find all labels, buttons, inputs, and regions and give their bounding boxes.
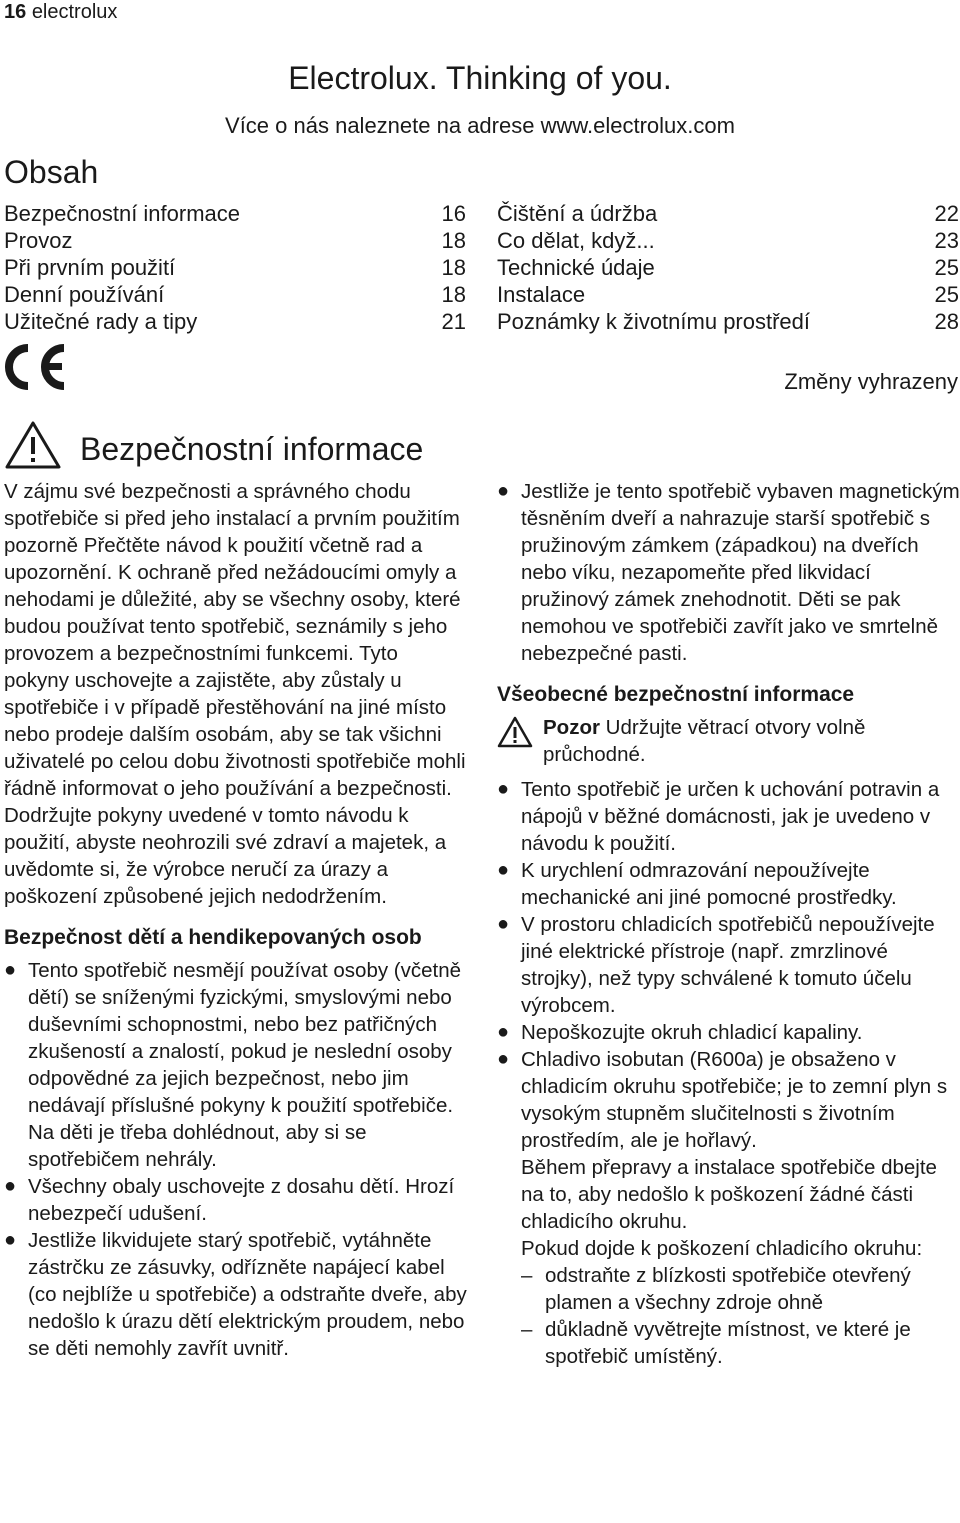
- toc-label: Bezpečnostní informace: [4, 201, 241, 226]
- list-item-text: Nepoškozujte okruh chladicí kapaliny.: [521, 1021, 863, 1044]
- toc-page: 18: [441, 228, 466, 253]
- list-item-text: K urychlení odmrazování nepoužívejte mechanické ani jiné pomocné prostředky.: [521, 859, 897, 909]
- bullet-icon: ●: [497, 778, 510, 800]
- toc-label: Poznámky k životnímu prostředí: [497, 309, 811, 334]
- list-item: [497, 478, 960, 667]
- toc-label: Provoz: [4, 228, 73, 253]
- toc-row[interactable]: [4, 308, 466, 335]
- caution-note: [497, 714, 960, 768]
- toc-page: 28: [934, 309, 959, 334]
- toc-page: 16: [441, 201, 466, 226]
- dash-marker: –: [521, 1318, 533, 1341]
- list-item: [497, 857, 960, 911]
- bullet-icon: ●: [497, 1021, 510, 1043]
- toc-row[interactable]: [4, 254, 466, 281]
- changes-note: Změny vyhrazeny: [784, 369, 958, 394]
- list-item-text: Na děti je třeba dohlédnout, aby si se spotřebičem nehrály.: [28, 1121, 367, 1171]
- list-item-text: Jestliže je tento spotřebič vybaven magnetickým těsněním dveří a nahrazuje starší spotřebič s pružinovým zámkem (západkou) na dveřích nebo víku, nezapomeňte před likvidací pružinový zámek znehodnotit. Děti se pak nemohou ve spotřebiči zavřít jako ve smrtelně nebezpečné pasti.: [521, 480, 960, 665]
- toc-row[interactable]: [4, 227, 466, 254]
- toc-label: Technické údaje: [497, 255, 655, 280]
- section-heading: Bezpečnostní informace: [80, 431, 424, 467]
- transport-note: Během přepravy a instalace spotřebiče dbejte na to, aby nedošlo k poškození žádné části chladicího okruhu.: [521, 1156, 937, 1233]
- toc-page: 21: [441, 309, 466, 334]
- list-item: [497, 911, 960, 1019]
- toc-label: Denní používání: [4, 282, 165, 307]
- toc-row[interactable]: [497, 227, 959, 254]
- bullet-icon: ●: [497, 1048, 510, 1070]
- page-header: [4, 0, 117, 24]
- toc-page: 23: [934, 228, 959, 253]
- toc-page: 25: [934, 282, 959, 307]
- list-item-text: V prostoru chladicích spotřebičů nepoužívejte jiné elektrické přístroje (např. zmrzlinové strojky), než typy schválené k tomuto účelu výrobcem.: [521, 913, 935, 1017]
- caution-label: Pozor: [543, 716, 600, 739]
- list-item: [497, 776, 960, 857]
- toc-row[interactable]: [497, 308, 959, 335]
- toc-row[interactable]: [497, 254, 959, 281]
- list-item: [4, 957, 468, 1173]
- intro-paragraph: V zájmu své bezpečnosti a správného chodu spotřebiče si před jeho instalací a prvním použitím pozorně Přečtěte návod k použití včetně rad a upozornění. K ochraně před nežádoucími omyly a nehodami je důležité, aby se všechny osoby, které budou používat tento spotřebič, seznámily s jeho provozem a bezpečnostními funkcemi. Tyto pokyny uschovejte a zajistěte, aby zůstaly u spotřebiče i v případě přestěhování na jiné místo nebo prodeje dalším osobám, aby se tak všichni uživatelé po celou dobu životnosti spotřebiče mohli řádně informovat o jeho používání a bezpečnosti.: [4, 480, 466, 800]
- brand-name: electrolux: [31, 1, 118, 23]
- toc-row[interactable]: [4, 200, 466, 227]
- toc-page: 18: [441, 282, 466, 307]
- list-item-text: Jestliže likvidujete starý spotřebič, vytáhněte zástrčku ze zásuvky, odřízněte napájecí kabel (co nejblíže u spotřebiče) a odstraňte dveře, aby nedošlo k úrazu dětí elektrickým proudem, nebo se děti nemohly zavřít uvnitř.: [28, 1229, 467, 1360]
- dash-item: [497, 1262, 960, 1316]
- toc-page: 25: [934, 255, 959, 280]
- dash-item-text: důkladně vyvětrejte místnost, ve které je spotřebič umístěný.: [545, 1318, 911, 1368]
- brand-slogan: [0, 58, 960, 98]
- toc-right-column: [497, 200, 959, 335]
- caution-text: Udržujte větrací otvory volně průchodné.: [543, 716, 866, 766]
- toc-label: Co dělat, když...: [497, 228, 655, 253]
- caution-warning-icon: [497, 714, 543, 768]
- toc-label: Užitečné rady a tipy: [4, 309, 198, 334]
- bullet-icon: ●: [497, 480, 510, 502]
- toc-label: Čištění a údržba: [497, 201, 658, 226]
- website-line: Více o nás naleznete na adrese www.electrolux.com: [225, 113, 735, 138]
- toc-row[interactable]: [4, 281, 466, 308]
- left-column: [4, 478, 468, 1362]
- brand-slogan-text: Electrolux. Thinking of you.: [288, 60, 672, 96]
- toc-left-column: [4, 200, 466, 335]
- ce-mark-icon: [4, 344, 70, 390]
- toc-row[interactable]: [497, 200, 959, 227]
- list-item-text: Tento spotřebič je určen k uchování potravin a nápojů v běžné domácnosti, jak je uvedeno v návodu k použití.: [521, 778, 940, 855]
- dash-marker: –: [521, 1264, 533, 1287]
- dash-item-text: odstraňte z blízkosti spotřebiče otevřený plamen a všechny zdroje ohně: [545, 1264, 911, 1314]
- toc-page: 18: [441, 255, 466, 280]
- bullet-icon: ●: [497, 913, 510, 935]
- list-item-text: Chladivo isobutan (R600a) je obsaženo v chladicím okruhu spotřebiče; je to zemní plyn s vysokým stupněm slučitelnosti s životním prostředím, ale je hořlavý.: [521, 1048, 948, 1152]
- damage-note: Pokud dojde k poškození chladicího okruhu:: [521, 1237, 923, 1260]
- right-column: [497, 478, 960, 1370]
- warning-triangle-icon: [4, 420, 62, 470]
- toc-label: Instalace: [497, 282, 586, 307]
- list-item: [497, 1019, 960, 1046]
- toc-title: Obsah: [4, 154, 99, 190]
- list-item-text: Všechny obaly uschovejte z dosahu dětí. Hrozí nebezpečí udušení.: [28, 1175, 455, 1225]
- toc-page: 22: [934, 201, 959, 226]
- list-item: [4, 1227, 468, 1362]
- general-heading: Všeobecné bezpečnostní informace: [497, 683, 855, 706]
- children-heading: Bezpečnost dětí a hendikepovaných osob: [4, 926, 422, 949]
- list-item: [4, 1173, 468, 1227]
- bullet-icon: ●: [4, 1229, 17, 1251]
- dash-item: [497, 1316, 960, 1370]
- intro-paragraph-2: Dodržujte pokyny uvedené v tomto návodu k použití, abyste neohrozili své zdraví a majetek, a uvědomte si, že výrobce neručí za úrazy a poškození způsobené jejich nedodržením.: [4, 804, 447, 908]
- list-item: [497, 1046, 960, 1154]
- list-item-text: Tento spotřebič nesmějí používat osoby (včetně dětí) se sníženými fyzickými, smyslovými nebo duševními schopnostmi, nebo bez patřičných zkušeností a znalostí, pokud je neslední osoby odpovědné za jejich bezpečnost, nebo jim nedávají příslušné pokyny k použití spotřebiče.: [28, 959, 462, 1117]
- bullet-icon: ●: [497, 859, 510, 881]
- page-number: 16: [4, 1, 27, 23]
- toc-label: Při prvním použití: [4, 255, 176, 280]
- bullet-icon: ●: [4, 959, 17, 981]
- toc-row[interactable]: [497, 281, 959, 308]
- bullet-icon: ●: [4, 1175, 17, 1197]
